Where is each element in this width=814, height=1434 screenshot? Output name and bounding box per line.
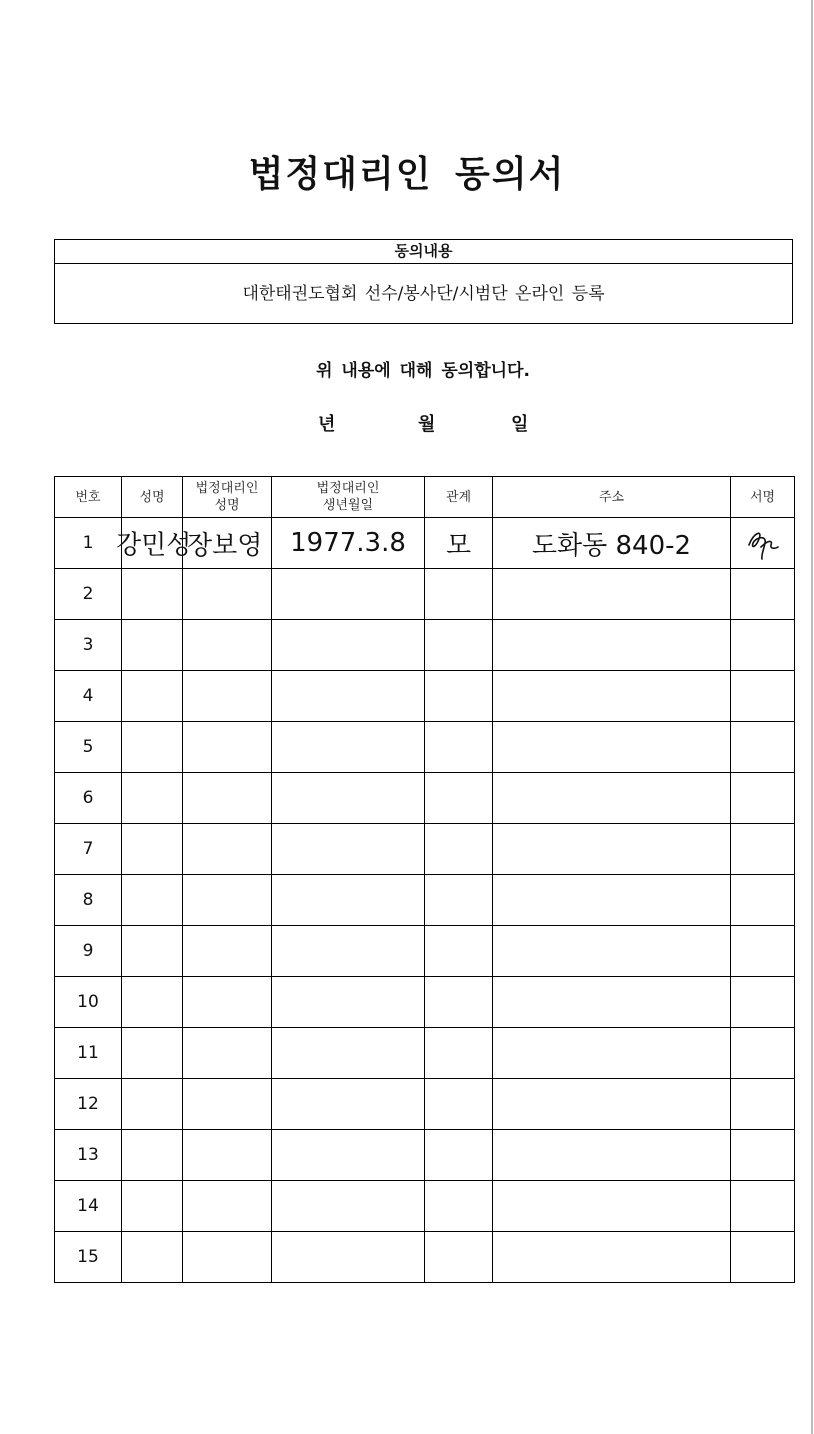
- cell-relation[interactable]: [425, 671, 493, 722]
- cell-signature[interactable]: [731, 1079, 795, 1130]
- cell-guardian-name[interactable]: [183, 722, 272, 773]
- date-month-label: 월: [418, 414, 436, 435]
- cell-relation[interactable]: [425, 1130, 493, 1181]
- cell-address[interactable]: [493, 926, 731, 977]
- cell-guardian-birth[interactable]: [272, 875, 425, 926]
- cell-guardian-name[interactable]: [183, 1181, 272, 1232]
- row-number: 9: [55, 926, 122, 977]
- table-row: [55, 1028, 795, 1079]
- row-number: 12: [55, 1079, 122, 1130]
- cell-name[interactable]: [122, 569, 183, 620]
- cell-address[interactable]: [493, 1028, 731, 1079]
- row-number: 7: [55, 824, 122, 875]
- date-year-label: 년: [318, 414, 336, 435]
- table-body: [55, 518, 795, 1283]
- cell-name[interactable]: [122, 824, 183, 875]
- cell-relation[interactable]: [425, 875, 493, 926]
- cell-guardian-birth[interactable]: [272, 1232, 425, 1283]
- cell-signature[interactable]: [731, 1028, 795, 1079]
- header-guardian-name: 법정대리인 성명: [183, 477, 272, 518]
- table-row: [55, 824, 795, 875]
- cell-signature[interactable]: [731, 722, 795, 773]
- cell-guardian-birth[interactable]: [272, 569, 425, 620]
- cell-signature[interactable]: [731, 875, 795, 926]
- cell-name[interactable]: [122, 620, 183, 671]
- cell-signature[interactable]: [731, 671, 795, 722]
- cell-guardian-birth[interactable]: [272, 1028, 425, 1079]
- cell-address[interactable]: [493, 977, 731, 1028]
- cell-guardian-birth[interactable]: [272, 1181, 425, 1232]
- cell-guardian-name[interactable]: 장보영: [183, 518, 272, 569]
- handwritten-name: 강민성: [116, 530, 192, 561]
- agreement-statement: 위 내용에 대해 동의합니다.: [316, 361, 530, 381]
- cell-relation[interactable]: [425, 926, 493, 977]
- cell-relation[interactable]: 모: [425, 518, 493, 569]
- row-number: 11: [55, 1028, 122, 1079]
- cell-relation[interactable]: [425, 824, 493, 875]
- table-row: [55, 1079, 795, 1130]
- cell-relation[interactable]: [425, 773, 493, 824]
- cell-name[interactable]: [116, 518, 192, 569]
- cell-relation[interactable]: [425, 1232, 493, 1283]
- header-signature: 서명: [731, 477, 795, 518]
- cell-guardian-name[interactable]: [183, 1232, 272, 1283]
- cell-guardian-name[interactable]: [183, 824, 272, 875]
- cell-guardian-birth[interactable]: [272, 1130, 425, 1181]
- signature-mark: [743, 525, 783, 561]
- cell-signature[interactable]: [731, 1181, 795, 1232]
- cell-guardian-name[interactable]: [183, 1028, 272, 1079]
- cell-address[interactable]: [493, 1181, 731, 1232]
- table-row: [55, 620, 795, 671]
- cell-relation[interactable]: [425, 977, 493, 1028]
- cell-address[interactable]: [493, 722, 731, 773]
- cell-name[interactable]: [122, 1079, 183, 1130]
- cell-address[interactable]: [493, 569, 731, 620]
- header-guardian-birth: 법정대리인 생년월일: [272, 477, 425, 518]
- cell-relation[interactable]: [425, 1181, 493, 1232]
- cell-signature[interactable]: [731, 620, 795, 671]
- header-address: 주소: [493, 477, 731, 518]
- row-number: 15: [55, 1232, 122, 1283]
- cell-signature[interactable]: [731, 926, 795, 977]
- cell-guardian-birth[interactable]: [272, 671, 425, 722]
- cell-guardian-birth[interactable]: [272, 722, 425, 773]
- cell-guardian-birth[interactable]: [272, 926, 425, 977]
- header-relation: 관계: [425, 477, 493, 518]
- row-number: 8: [55, 875, 122, 926]
- page-edge-border: [811, 0, 813, 1434]
- cell-address[interactable]: [493, 824, 731, 875]
- table-row: [55, 977, 795, 1028]
- cell-guardian-birth[interactable]: [272, 824, 425, 875]
- cell-address[interactable]: [493, 671, 731, 722]
- cell-signature[interactable]: [731, 824, 795, 875]
- row-number: 4: [55, 671, 122, 722]
- cell-relation[interactable]: [425, 1079, 493, 1130]
- table-row: [55, 569, 795, 620]
- table-row: [55, 875, 795, 926]
- cell-name[interactable]: [122, 722, 183, 773]
- cell-signature[interactable]: [731, 1232, 795, 1283]
- header-number: 번호: [55, 477, 122, 518]
- table-row: [55, 1181, 795, 1232]
- cell-signature[interactable]: [731, 1130, 795, 1181]
- table-row: [55, 518, 795, 569]
- cell-guardian-name[interactable]: [183, 977, 272, 1028]
- cell-signature[interactable]: [731, 977, 795, 1028]
- cell-guardian-name[interactable]: [183, 926, 272, 977]
- cell-guardian-name[interactable]: [183, 671, 272, 722]
- cell-guardian-birth[interactable]: [272, 620, 425, 671]
- row-number: 5: [55, 722, 122, 773]
- cell-name[interactable]: [122, 773, 183, 824]
- row-number: 1: [55, 518, 122, 569]
- cell-name[interactable]: [122, 926, 183, 977]
- cell-name[interactable]: [122, 1028, 183, 1079]
- row-number: 3: [55, 620, 122, 671]
- consent-content-box: [54, 239, 793, 324]
- date-day-label: 일: [511, 414, 529, 435]
- cell-address[interactable]: 도화동 840-2: [493, 518, 731, 569]
- consent-box-header: 동의내용: [55, 240, 792, 264]
- row-number: 14: [55, 1181, 122, 1232]
- table-row: [55, 1232, 795, 1283]
- consent-box-body: 대한태권도협회 선수/봉사단/시범단 온라인 등록: [242, 284, 605, 304]
- row-number: 6: [55, 773, 122, 824]
- registration-table: [54, 476, 795, 1283]
- cell-relation[interactable]: [425, 1028, 493, 1079]
- cell-guardian-name[interactable]: [183, 875, 272, 926]
- cell-name[interactable]: [122, 1181, 183, 1232]
- table-header-row: [55, 477, 795, 518]
- document-title: 법정대리인 동의서: [248, 154, 566, 195]
- cell-address[interactable]: [493, 875, 731, 926]
- row-number: 13: [55, 1130, 122, 1181]
- cell-relation[interactable]: [425, 722, 493, 773]
- table-row: [55, 671, 795, 722]
- cell-address[interactable]: [493, 1079, 731, 1130]
- cell-address[interactable]: [493, 1232, 731, 1283]
- cell-guardian-name[interactable]: [183, 569, 272, 620]
- cell-guardian-birth[interactable]: 1977.3.8: [272, 518, 425, 569]
- cell-relation[interactable]: [425, 620, 493, 671]
- header-name: 성명: [122, 477, 183, 518]
- row-number: 2: [55, 569, 122, 620]
- cell-guardian-birth[interactable]: [272, 1079, 425, 1130]
- cell-guardian-name[interactable]: [183, 1130, 272, 1181]
- table-row: [55, 773, 795, 824]
- cell-guardian-name[interactable]: [183, 1079, 272, 1130]
- row-number: 10: [55, 977, 122, 1028]
- cell-signature[interactable]: [731, 569, 795, 620]
- cell-name[interactable]: [122, 977, 183, 1028]
- cell-guardian-name[interactable]: [183, 773, 272, 824]
- cell-signature[interactable]: [731, 773, 795, 824]
- cell-relation[interactable]: [425, 569, 493, 620]
- cell-guardian-birth[interactable]: [272, 977, 425, 1028]
- cell-guardian-name[interactable]: [183, 620, 272, 671]
- cell-guardian-birth[interactable]: [272, 773, 425, 824]
- table-row: [55, 1130, 795, 1181]
- cell-address[interactable]: [493, 620, 731, 671]
- table-row: [55, 722, 795, 773]
- cell-name[interactable]: [122, 1232, 183, 1283]
- cell-name[interactable]: [122, 671, 183, 722]
- table-row: [55, 926, 795, 977]
- cell-name[interactable]: [122, 1130, 183, 1181]
- cell-name[interactable]: [122, 875, 183, 926]
- cell-signature[interactable]: [731, 518, 795, 569]
- cell-address[interactable]: [493, 773, 731, 824]
- cell-address[interactable]: [493, 1130, 731, 1181]
